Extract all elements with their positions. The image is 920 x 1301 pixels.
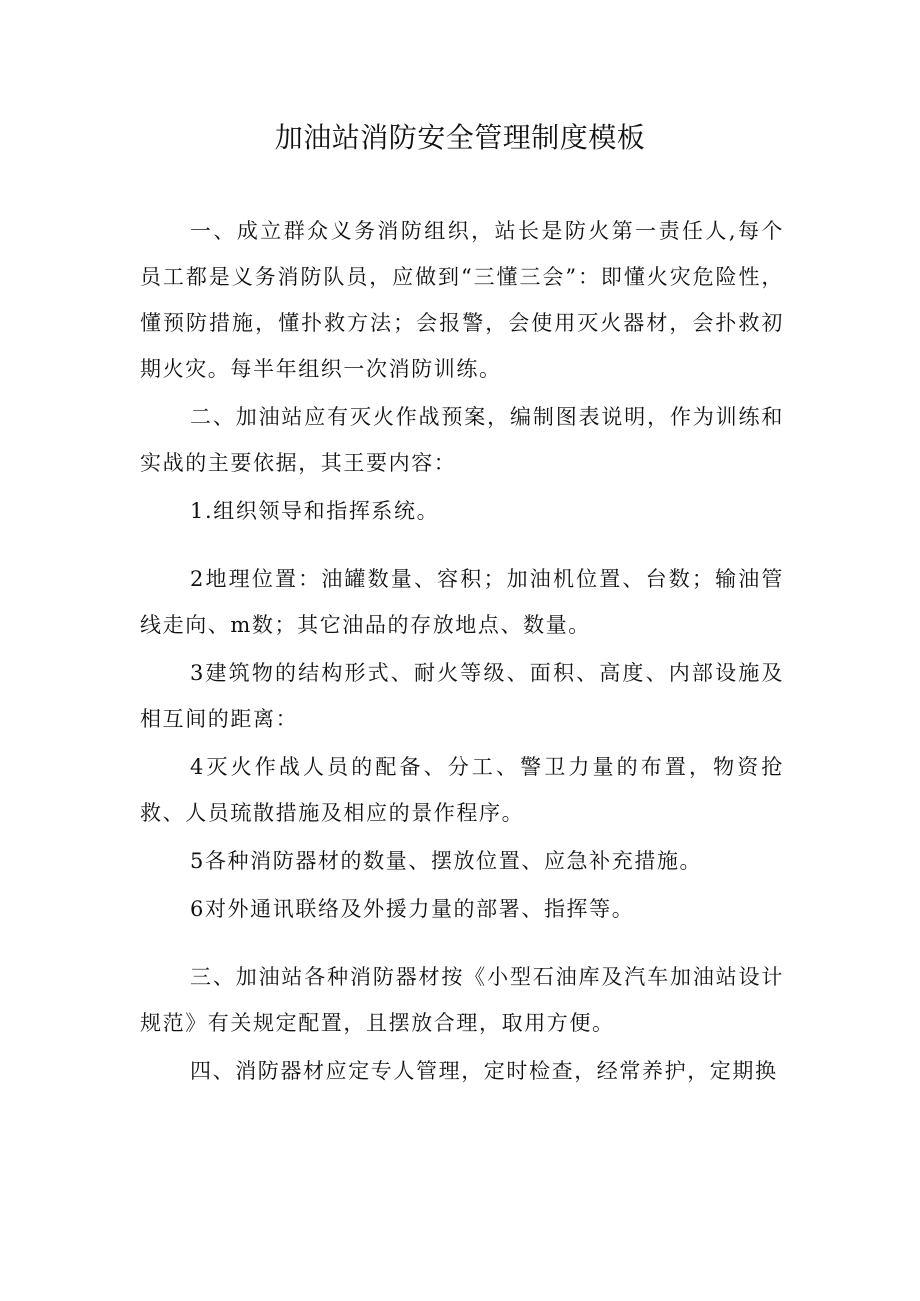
list-item-communication: 6对外通讯联络及外援力量的部署、指挥等。 (190, 897, 635, 921)
list-item-command-system: 1.组织领导和指挥系统。 (190, 499, 440, 523)
paragraph-equipment-config: 三、加油站各种消防器材按《小型石油库及汽车加油站设计规范》有关规定配置，且摆放合理，取用方便。 (140, 965, 784, 1035)
paragraph-organization: 一、成立群众义务消防组织，站长是防火第一责任人,每个员工都是义务消防队员，应做到“三懂三会”：即懂火灾危险性，懂预防措施，懂扑救方法；会报警，会使用灭火器材，会扑救初期火灾。每半年组织一次消防训练。 (140, 219, 784, 381)
list-item-personnel: 4灭火作战人员的配备、分工、警卫力量的布置，物资抢救、人员琉散措施及相应的景作程序。 (140, 755, 784, 825)
list-item-equipment: 5各种消防器材的数量、摆放位置、应急补充措施。 (190, 849, 703, 873)
paragraph-equipment-management: 四、消防器材应定专人管理，定时检查，经常养护，定期换 (190, 1059, 778, 1083)
list-item-buildings: 3建筑物的结构形式、耐火等级、面积、高度、内部设施及相互间的距离： (140, 661, 784, 731)
document-title: 加油站消防安全管理制度模板 (274, 121, 646, 154)
list-item-location: 2地理位置：油罐数量、容积；加油机位置、台数；输油管线走向、m数；其它油品的存放地点、数量。 (140, 567, 784, 637)
paragraph-fire-plan: 二、加油站应有灭火作战预案，编制图表说明，作为训练和实战的主要依据，其王要内容： (140, 405, 784, 475)
document-body (140, 208, 784, 1094)
